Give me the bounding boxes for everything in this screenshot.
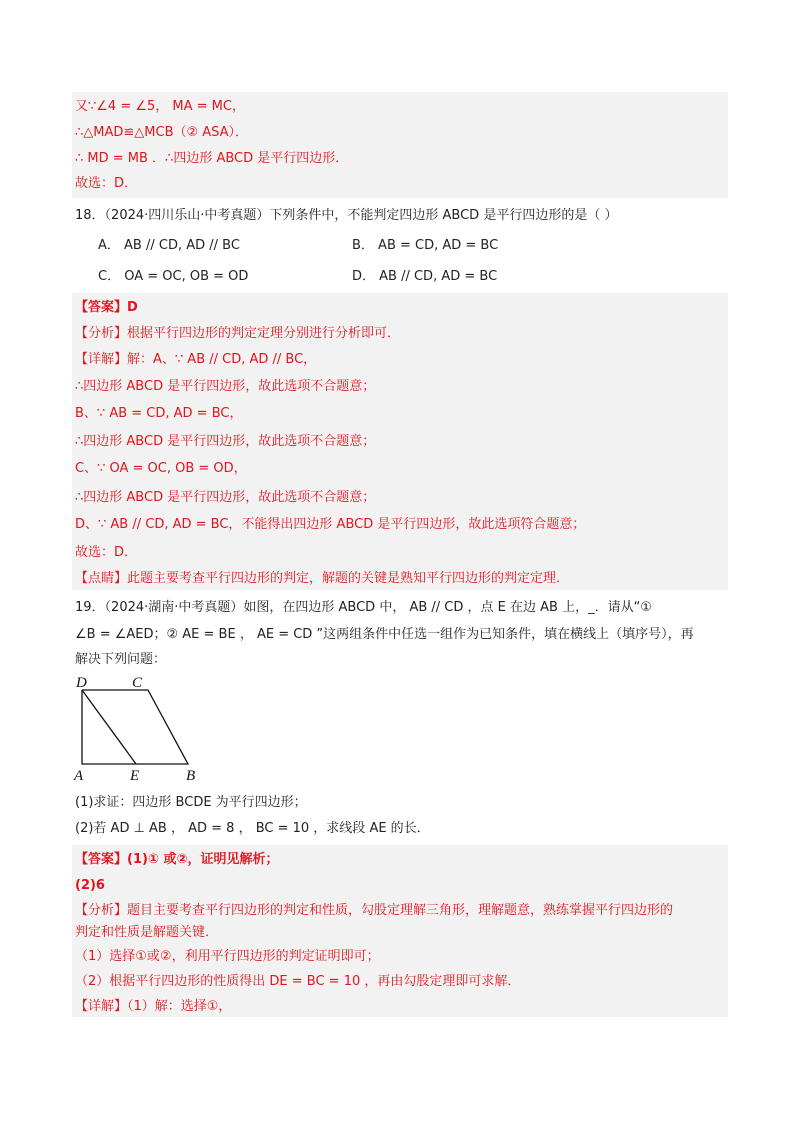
answer-label: 【答案】(1)① 或②，证明见解析； bbox=[75, 852, 279, 867]
answer-block-18 bbox=[72, 293, 728, 590]
detail-line: 【详解】解：A、∵ AB // CD, AD // BC， bbox=[75, 352, 317, 367]
answer-label: (2)6 bbox=[75, 878, 105, 893]
analysis-line: 判定和性质是解题关键． bbox=[75, 925, 219, 940]
text-line: ∴四边形 ABCD 是平行四边形，故此选项不合题意； bbox=[75, 434, 376, 449]
answer-label: 【答案】D bbox=[75, 300, 138, 315]
text-line: C、∵ OA = OC, OB = OD， bbox=[75, 461, 247, 476]
question-19-line: 19．（2024·湖南·中考真题）如图，在四边形 ABCD 中， AB // CD ，点 E 在边 AB 上，_．请从“① bbox=[75, 600, 652, 615]
answer-block-19 bbox=[72, 845, 728, 1017]
text-line: B、∵ AB = CD, AD = BC， bbox=[75, 406, 243, 421]
label-d: D bbox=[76, 675, 87, 691]
detail-line: 【详解】（1）解：选择①， bbox=[75, 999, 232, 1014]
question-19-line: ∠B = ∠AED；② AE = BE ， AE = CD ”这两组条件中任选一组作为已知条件，填在横线上（填序号），再 bbox=[75, 627, 694, 642]
text-line: ∴△MAD≌△MCB（② ASA）． bbox=[75, 125, 249, 140]
question-19-line: 解决下列问题： bbox=[75, 652, 167, 667]
text-line: ∴四边形 ABCD 是平行四边形，故此选项不合题意； bbox=[75, 379, 376, 394]
figure-outline bbox=[82, 690, 188, 764]
text-line: ∴ MD = MB ．∴四边形 ABCD 是平行四边形． bbox=[75, 151, 349, 166]
step-line: （1）选择①或②，利用平行四边形的判定证明即可； bbox=[75, 949, 380, 964]
answer-block-17-end bbox=[72, 92, 728, 198]
text-line: 又∵∠4 = ∠5， MA = MC， bbox=[75, 99, 245, 114]
option-c: C． OA = OC, OB = OD bbox=[98, 269, 249, 284]
text-line: 故选：D． bbox=[75, 545, 138, 560]
text-line: 故选：D． bbox=[75, 176, 138, 191]
text-line: ∴四边形 ABCD 是平行四边形，故此选项不合题意； bbox=[75, 490, 376, 505]
part-2: (2)若 AD ⊥ AB ， AD = 8 ， BC = 10 ，求线段 AE 的长． bbox=[75, 821, 430, 836]
analysis-line: 【分析】题目主要考查平行四边形的判定和性质，勾股定理解三角形，理解题意，熟练掌握平行四边形的 bbox=[75, 903, 674, 918]
step-line: （2）根据平行四边形的性质得出 DE = BC = 10 ，再由勾股定理即可求解． bbox=[75, 974, 521, 989]
segment-de bbox=[82, 690, 136, 764]
label-a: A bbox=[74, 768, 84, 784]
label-e: E bbox=[130, 768, 140, 784]
option-d: D． AB // CD, AD = BC bbox=[352, 269, 498, 284]
part-1: (1)求证：四边形 BCDE 为平行四边形； bbox=[75, 795, 307, 810]
analysis-line: 【分析】根据平行四边形的判定定理分别进行分析即可． bbox=[75, 326, 401, 341]
text-line: D、∵ AB // CD, AD = BC，不能得出四边形 ABCD 是平行四边形，故此选项符合题意； bbox=[75, 517, 586, 532]
option-b: B． AB = CD, AD = BC bbox=[352, 238, 499, 253]
geometry-figure bbox=[70, 672, 210, 784]
label-c: C bbox=[132, 675, 143, 691]
comment-line: 【点睛】此题主要考查平行四边形的判定，解题的关键是熟知平行四边形的判定定理． bbox=[75, 571, 570, 586]
option-a: A． AB // CD, AD // BC bbox=[98, 238, 240, 253]
label-b: B bbox=[186, 768, 196, 784]
question-18-stem: 18．（2024·四川乐山·中考真题）下列条件中，不能判定四边形 ABCD 是平行四边形的是（ ） bbox=[75, 208, 618, 223]
